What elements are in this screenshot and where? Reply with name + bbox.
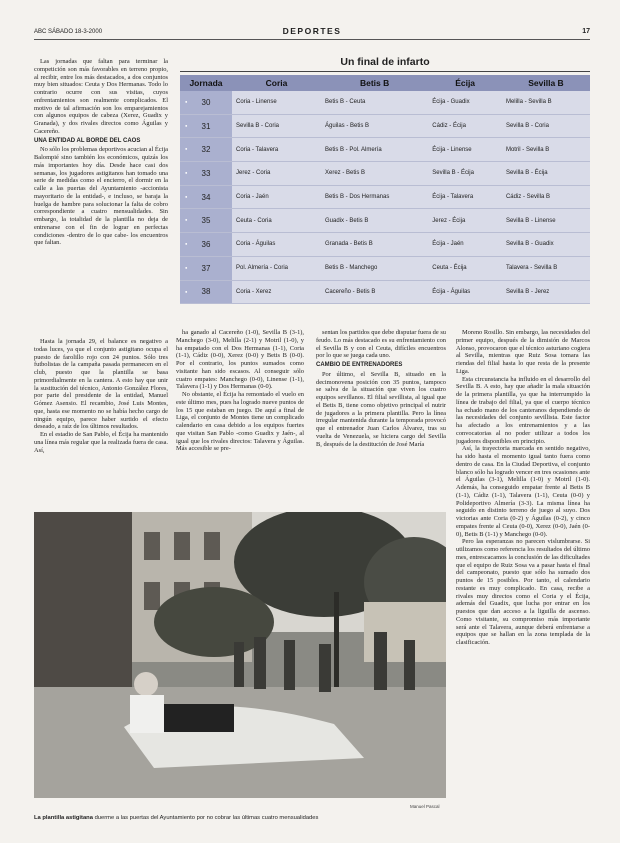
sleeping-player: [154, 704, 234, 732]
table-cell: Sevilla B - Écija: [428, 162, 502, 186]
table-row: [180, 138, 590, 162]
table-cell: Guadix - Betis B: [321, 209, 428, 233]
table-row: [180, 256, 590, 280]
table-cell-jornada: ● 37: [180, 256, 232, 280]
table-cell: Écija - Linense: [428, 138, 502, 162]
table-cell: Xerez - Betis B: [321, 162, 428, 186]
table-column-header: Coria: [232, 75, 321, 91]
column-1-top: [34, 58, 168, 320]
table-cell: Écija - Águilas: [428, 280, 502, 304]
table-cell: Sevilla B - Guadix: [502, 233, 590, 257]
table-cell-jornada: ● 33: [180, 162, 232, 186]
table-cell: Écija - Jaén: [428, 233, 502, 257]
table-cell-jornada: ● 30: [180, 91, 232, 114]
news-photo: [34, 512, 446, 798]
table-cell-jornada: ● 38: [180, 280, 232, 304]
table-cell: Sevilla B - Jerez: [502, 280, 590, 304]
table-cell: Cádiz - Écija: [428, 114, 502, 138]
paragraph: Pero las esperanzas no parecen vislumbrarse. Si utilizamos como referencia los resultados del último mes, entrescacamos la conclusión de las dificultades que el equipo de Ruiz Sosa va a pasar hasta el final del campeonato, puesto que sólo ha sumado dos puntos de 15 posibles. Por tanto, el calendario restante es muy complicado. En casa, recibe a rivales muy directos como el Coria y el Écija, además del Guadix, que lucha por entrar en los puestos que dan acceso a la liguilla de ascenso. Como visitante, su compromiso más importante será ante el Talavera, aunque deberá enfrentarse a equipos que se hallan en la zona templada de la clasificación.: [456, 538, 590, 646]
table-cell-jornada: ● 34: [180, 185, 232, 209]
window: [204, 532, 220, 560]
calendar-table: [180, 75, 590, 304]
caption-text: duerme a las puertas del Ayuntamiento por no cobrar las últimas cuatro mensualidades: [92, 815, 319, 821]
table-cell: Sevilla B - Écija: [502, 162, 590, 186]
table-cell: Granada - Betis B: [321, 233, 428, 257]
page-header: [34, 26, 590, 38]
table-column-header: Jornada: [180, 75, 232, 91]
photo-credit: Manuel Pascal: [410, 804, 440, 809]
table-cell: Coria - Jaén: [232, 185, 321, 209]
table-cell: Ceuta - Coria: [232, 209, 321, 233]
photo-caption: [34, 815, 454, 821]
table-header-row: [180, 75, 590, 91]
paragraph: Así, la trayectoria marcada en sentido negativo, ha sido hasta el momento igual tanto fuera como dentro de casa. En la Ciudad Deportiva, el conjunto blanco sólo ha logrado vencer en tres ocasiones ante el Águilas (3-1), Melilla (1-0) y Motril (1-0). Además, ha conseguido empatar frente al Betis B (1-1), Cádiz (1-1), Talavera (1-1), Ceuta (0-0) y Polideportivo Almería (3-3). La misma línea ha seguido en distinto terreno de juego al suyo. Dos victorias ante Coria (0-2) y Águilas (0-2), y cinco empates frente al Ceuta (0-0), Xerez (0-0), Jaén (0-0), Betis B (1-1) y Manchego (0-0).: [456, 445, 590, 538]
player-shirt: [130, 695, 164, 733]
column-2: [176, 329, 304, 509]
paragraph: No sólo los problemas deportivos acucian al Écija Balompié sino también los económicos, quizás los más importantes hoy día. Desde hace casi dos semanas, los jugadores astigitanos han tomado una serie de medidas como el encierro, el dormir en la calle a las puertas del Ayuntamiento -accionista mayoritario de la entidad-, e incluso, se baraja la huelga de hambre para solucionar la falta de cobro correspondiente a cuatro mensualidades. Sin embargo, la totalidad de la plantilla no deja de entrenarse con el fin de lograr en perfectas condiciones -dentro de lo que cabe- los encuentros que faltan.: [34, 146, 168, 247]
photo-illustration: [34, 512, 446, 798]
table-row: [180, 114, 590, 138]
table-row: [180, 233, 590, 257]
table-cell: Cacereño - Betis B: [321, 280, 428, 304]
table-title-rule: [180, 71, 590, 72]
table-column-header: Betis B: [321, 75, 428, 91]
table-cell-jornada: ● 36: [180, 233, 232, 257]
table-row: [180, 209, 590, 233]
table-row: [180, 162, 590, 186]
column-3: [316, 329, 446, 509]
table-column-header: Sevilla B: [502, 75, 590, 91]
paragraph: Las jornadas que faltan para terminar la competición son más favorables en terreno propio, al recibir, entre los más destacados, a dos conjuntos muy bien situados: Ceuta y Dos Hermanas. Todo lo contrario ocurre con sus visitas, cuyos enfrentamientos son realmente complicados. El motivo de tal afirmación son los emparejamientos con algunos equipos de cabeza (Xerez, Guadix y Granada), y dos rivales directos como Águilas y Cacereño.: [34, 58, 168, 135]
table-cell: Coria - Xerez: [232, 280, 321, 304]
table-cell: Coria - Talavera: [232, 138, 321, 162]
table-cell-jornada: ● 32: [180, 138, 232, 162]
window: [174, 532, 190, 560]
subheading: CAMBIO DE ENTRENADORES: [316, 362, 403, 368]
table-cell: Sevilla B - Coria: [502, 114, 590, 138]
table-cell: Sevilla B - Coria: [232, 114, 321, 138]
header-page-number: 17: [582, 28, 590, 35]
table-cell-jornada: ● 35: [180, 209, 232, 233]
window: [144, 582, 160, 610]
table-cell: Pol. Almería - Coria: [232, 256, 321, 280]
table-row: [180, 280, 590, 304]
table-cell: Jerez - Coria: [232, 162, 321, 186]
paragraph: No obstante, el Écija ha remontado el vuelo en este último mes, pues ha logrado nueve puntos de los 15 que estaban en juego. De aquí a final de Liga, el conjunto de Montes tiene un complicado calendario en casa debido a los equipos fuertes que visitan San Pablo -como Guadix y Jaén-, al igual que los rivales directos: Talavera y Águilas. Más accesible se pre-: [176, 391, 304, 453]
table-cell: Coria - Águilas: [232, 233, 321, 257]
table-cell: Sevilla B - Linense: [502, 209, 590, 233]
table-cell: Écija - Talavera: [428, 185, 502, 209]
calendar-table-box: [180, 56, 590, 302]
table-cell: Jerez - Écija: [428, 209, 502, 233]
table-cell: Águilas - Betis B: [321, 114, 428, 138]
table-cell: Cádiz - Sevilla B: [502, 185, 590, 209]
table-column-header: Écija: [428, 75, 502, 91]
header-rule: [34, 39, 590, 40]
table-cell: Talavera - Sevilla B: [502, 256, 590, 280]
table-title: Un final de infarto: [340, 56, 430, 68]
paragraph: Por último, el Sevilla B, situado en la decimonovena posición con 35 puntos, tampoco se salva de la situación que viven los cuatro equipos sevillanos. El filial sevillista, al igual que el Betis B, tiene como objetivo principal el nutrir de jugadores a la primera plantilla. Pero la línea irregular mantenida durante la temporada provocó que el entrenador Juan Carlos Álvarez, tras su vuelta de Venezuela, se hiciera cargo del Sevilla B, después de la destitución de José María: [316, 370, 446, 448]
paragraph: Esta circunstancia ha influido en el desarrollo del Sevilla B. A esto, hay que añadir la mala situación de la primera plantilla, ya que ha interrumpido la línea de trabajo del filial, ya que el cuerpo técnico ha echado mano de los canteranos dependiendo de las necesidades del conjunto sevillista. Este factor ha afectado a los entrenamientos y a las convocatorias al no poder utilizar a todos los jugadores disponibles en principio.: [456, 375, 590, 445]
paragraph: sentan los partidos que debe disputar fuera de su feudo. Lo más destacado es su enfrentamiento con el Sevilla B y con el Ceuta, difíciles encuentros por lo que se juega cada uno.: [316, 329, 446, 360]
caption-bold: La plantilla astigitana: [34, 815, 93, 821]
tree-trunk: [334, 592, 339, 702]
table-cell: Motril - Sevilla B: [502, 138, 590, 162]
header-section: DEPORTES: [282, 26, 342, 36]
paragraph: En el estadio de San Pablo, el Écija ha mantenido una línea más regular que la realizada fuera de casa. Así,: [34, 431, 168, 454]
player-head: [134, 672, 158, 696]
table-cell: Betis B - Manchego: [321, 256, 428, 280]
column-1-bottom: [34, 338, 168, 510]
subheading: UNA ENTIDAD AL BORDE DEL CAOS: [34, 137, 141, 144]
table-cell-jornada: ● 31: [180, 114, 232, 138]
paragraph: Hasta la jornada 29, el balance es negativo a todas luces, ya que el conjunto astigitano ocupa el puesto de farolillo rojo con 24 puntos. Sólo tres futbolistas de la campaña pasada permanecen en el club, puesto que la plantilla se basa primordialmente en la cantera. A esto hay que unir la sustitución del técnico, Antonio González Flores, por parte del presidente de la entidad, Manuel Gómez Asensio. El recambio, José Luis Montes, que, hasta ese momento no se había hecho cargo de ningún equipo, parece haber surtido el efecto deseado, a raíz de los últimos resultados.: [34, 338, 168, 431]
table-cell: Betis B - Ceuta: [321, 91, 428, 114]
table-cell: Ceuta - Écija: [428, 256, 502, 280]
table-cell: Betis B - Dos Hermanas: [321, 185, 428, 209]
table-cell: Coria - Linense: [232, 91, 321, 114]
column-4: [456, 329, 590, 807]
table-cell: Écija - Guadix: [428, 91, 502, 114]
header-date: ABC SÁBADO 18-3-2000: [34, 29, 103, 35]
table-cell: Betis B - Pol. Almería: [321, 138, 428, 162]
table-row: [180, 91, 590, 114]
table-body: [180, 91, 590, 304]
paragraph: ha ganado al Cacereño (1-0), Sevilla B (3-1), Manchego (3-0), Melilla (2-1) y Motril (1-0), y ha empatado con el Dos Hermanas (1-1), Coria (1-1), Cádiz (0-0), Xerez (0-0) y Betis B (0-0). Por el contrario, los puntos sumados como visitante han sido escasos. Al conseguir sólo cuatro empates: Manchego (0-0), Linense (1-1), Talavera (1-1) y Dos Hermanas (0-0).: [176, 329, 304, 391]
paragraph: Moreno Rosillo. Sin embargo, las necesidades del primer equipo, después de la dimisión de Marcos Alonso, provocaron que el técnico asturiano cogiera al Sevilla, mientras que Ruiz Sosa tomara las riendas del filial hasta lo que resta de la presente Liga.: [456, 329, 590, 375]
table-cell: Melilla - Sevilla B: [502, 91, 590, 114]
table-row: [180, 185, 590, 209]
window: [144, 532, 160, 560]
